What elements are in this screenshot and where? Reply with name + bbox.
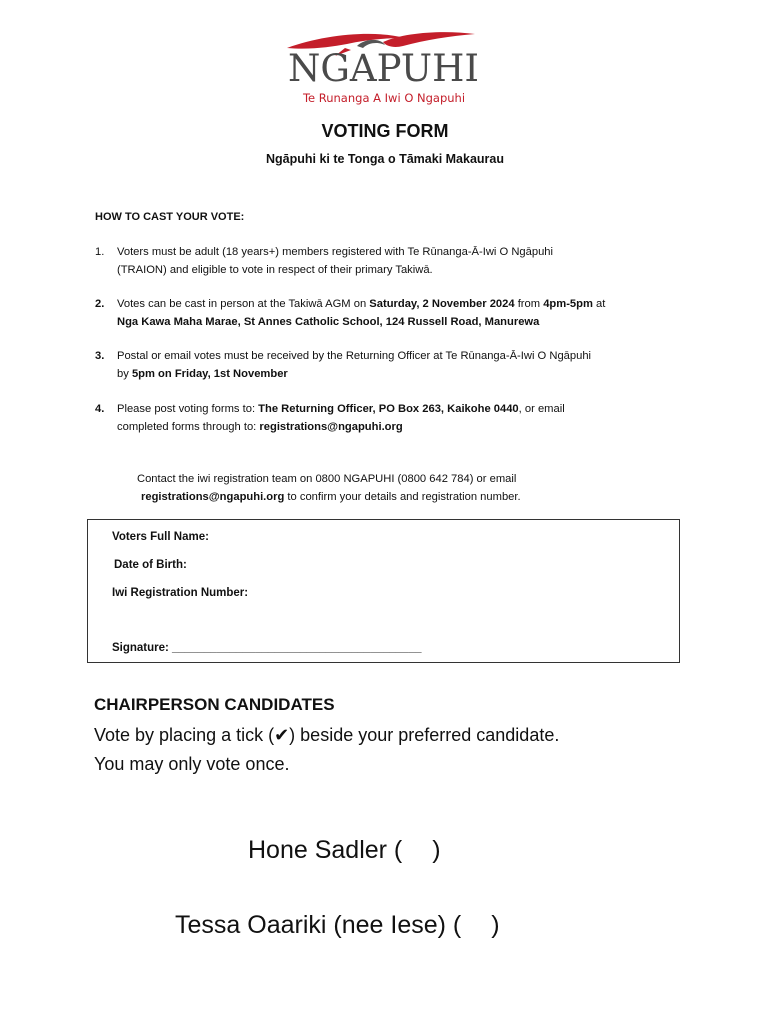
instruction-text: at — [592, 298, 606, 310]
email-address: registrations@ngapuhi.org — [259, 421, 403, 433]
deadline: 5pm on Friday, 1st November — [131, 368, 288, 380]
instruction-text: completed forms through to: — [117, 421, 260, 433]
contact-info — [137, 470, 637, 506]
contact-text: to confirm your details and registration number. — [284, 491, 521, 503]
candidate-hone-sadler[interactable] — [248, 836, 441, 865]
agm-time: 4pm-5pm — [543, 298, 593, 310]
candidate-tessa-oaariki[interactable] — [175, 911, 500, 940]
contact-text: Contact the iwi registration team on 0800 NGAPUHI (0800 642 784) or email — [137, 473, 517, 485]
instruction-number: 2. — [95, 298, 105, 310]
instruction-text: from — [514, 298, 544, 310]
agm-date: Saturday, 2 November 2024 — [369, 298, 515, 310]
candidate-name: Hone Sadler ( — [248, 836, 403, 864]
postal-address: The Returning Officer, PO Box 263, Kaikohe 0440 — [258, 403, 519, 415]
logo-wordmark: NGAPUHI — [288, 47, 479, 90]
voter-details-box — [87, 519, 680, 663]
form-subtitle: Ngāpuhi ki te Tonga o Tāmaki Makaurau — [265, 152, 504, 166]
iwi-registration-field[interactable]: Iwi Registration Number: — [112, 587, 249, 599]
instruction-item-3 — [95, 347, 695, 383]
full-name-field[interactable]: Voters Full Name: — [112, 531, 209, 543]
signature-field[interactable]: Signature: _______________________________________ — [112, 642, 422, 654]
instruction-text: Please post voting forms to: — [117, 403, 259, 415]
instruction-text: Postal or email votes must be received by the Returning Officer at Te Rūnanga-Ā-Iwi O Ngāpuhi — [117, 350, 592, 362]
instruction-item-1 — [95, 243, 695, 279]
instruction-text: , or email — [518, 403, 565, 415]
candidates-instruction: You may only vote once. — [94, 754, 290, 774]
instruction-text: by — [117, 368, 132, 380]
instruction-text: Voters must be adult (18 years+) members registered with Te Rūnanga-Ā-Iwi O Ngāpuhi — [117, 246, 553, 258]
instruction-text: (TRAION) and eligible to vote in respect of their primary Takiwā. — [117, 264, 433, 276]
instruction-number: 3. — [95, 350, 105, 362]
contact-email: registrations@ngapuhi.org — [141, 491, 285, 503]
ngapuhi-logo — [285, 28, 480, 110]
candidate-paren: ) — [491, 911, 500, 939]
instruction-text: Votes can be cast in person at the Takiwā AGM on — [117, 298, 370, 310]
agm-venue: Nga Kawa Maha Marae, St Annes Catholic School, 124 Russell Road, Manurewa — [117, 316, 540, 328]
candidate-paren: ) — [432, 836, 441, 864]
instruction-number: 1. — [95, 246, 105, 258]
logo-tagline: Te Runanga A Iwi O Ngapuhi — [302, 91, 466, 105]
candidate-name: Tessa Oaariki (nee Iese) ( — [175, 911, 462, 939]
instructions-heading: HOW TO CAST YOUR VOTE: — [95, 211, 245, 223]
instruction-item-4 — [95, 400, 695, 436]
instruction-item-2 — [95, 295, 695, 331]
form-title: VOTING FORM — [321, 121, 449, 141]
dob-field[interactable]: Date of Birth: — [114, 559, 187, 571]
candidates-instruction: Vote by placing a tick (✔) beside your preferred candidate. — [94, 725, 560, 745]
instruction-number: 4. — [95, 403, 105, 415]
candidates-heading: CHAIRPERSON CANDIDATES — [94, 695, 335, 714]
